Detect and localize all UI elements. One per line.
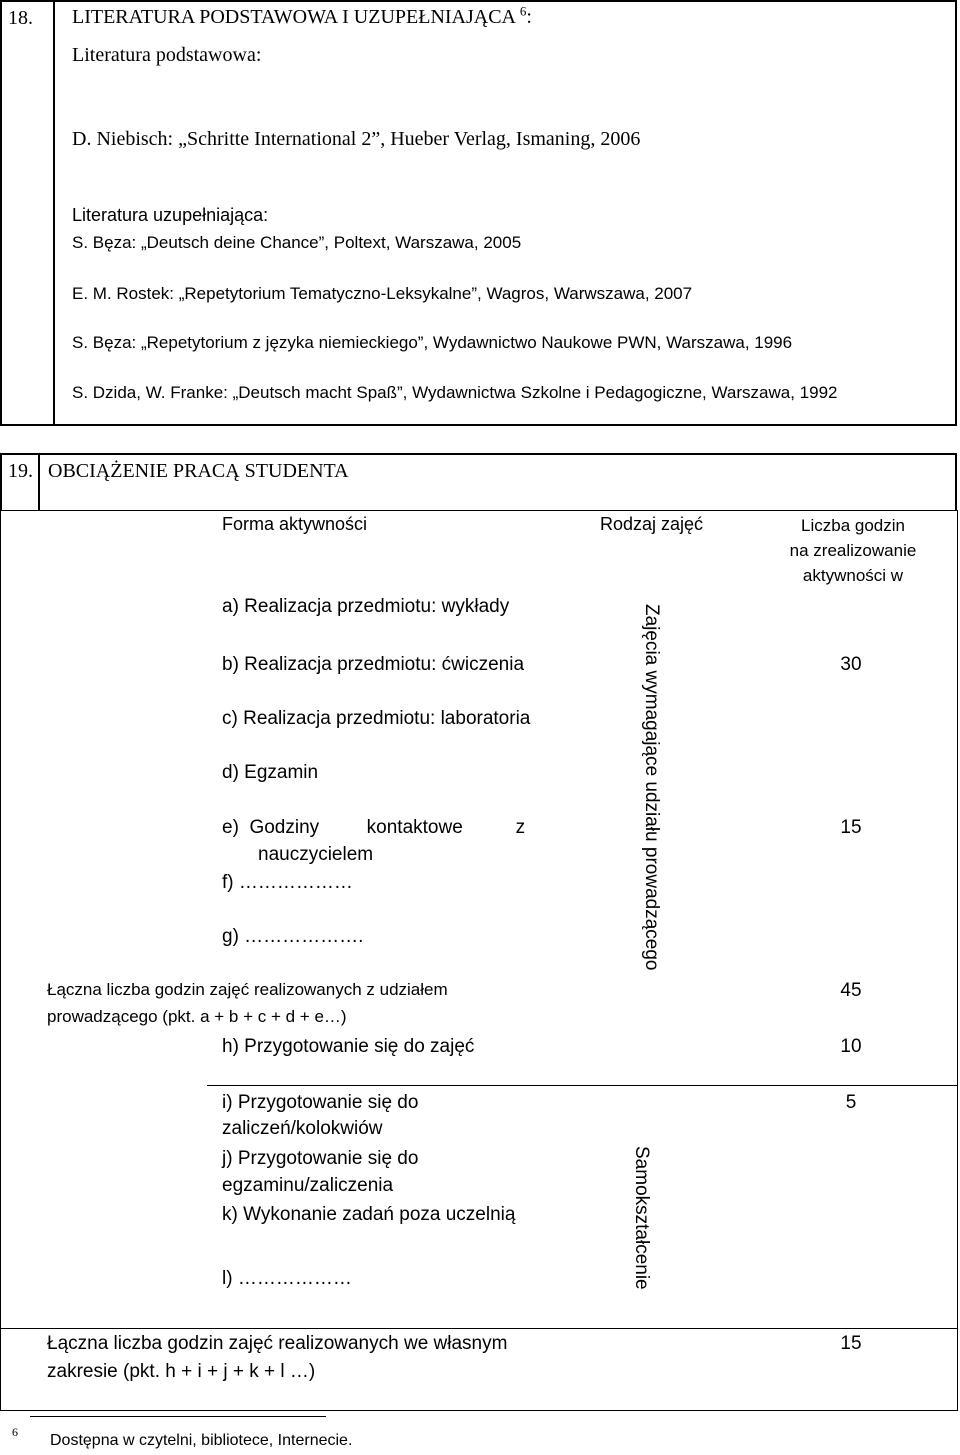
- section-18-number-cell: [0, 0, 55, 426]
- separator: [207, 1085, 957, 1086]
- self-row-i-value: 5: [845, 1092, 857, 1113]
- contact-total-line2: prowadzącego (pkt. a + b + c + d + e…): [47, 1007, 347, 1026]
- supplementary-literature-heading: Literatura uzupełniająca:: [72, 205, 269, 225]
- contact-row-b: b) Realizacja przedmiotu: ćwiczenia: [222, 654, 525, 675]
- footnote-number: 6: [12, 1425, 18, 1439]
- footnote-text: Dostępna w czytelni, bibliotece, Internecie.: [50, 1432, 353, 1449]
- supplementary-item: S. Bęza: „Repetytorium z języka niemieckiego”, Wydawnictwo Naukowe PWN, Warszawa, 1996: [72, 333, 793, 352]
- separator: [0, 1328, 958, 1329]
- self-total-line2: zakresie (pkt. h + i + j + k + l …): [47, 1361, 316, 1382]
- section-18-number: 18.: [8, 7, 33, 29]
- table-top-border: [0, 510, 958, 511]
- self-row-k: k) Wykonanie zadań poza uczelnią: [222, 1204, 516, 1225]
- footnote-separator: [30, 1416, 326, 1417]
- self-group-label: Samokształcenie: [631, 1146, 652, 1290]
- self-row-j: j) Przygotowanie się do: [222, 1148, 419, 1169]
- section-19-number: 19.: [8, 460, 33, 482]
- self-row-h: h) Przygotowanie się do zajęć: [222, 1036, 475, 1057]
- contact-row-d: d) Egzamin: [222, 762, 319, 783]
- supplementary-item: E. M. Rostek: „Repetytorium Tematyczno-Leksykalne”, Wagros, Warwszawa, 2007: [72, 284, 693, 303]
- table-left-border: [0, 510, 1, 1410]
- contact-row-f: f) ………………: [222, 872, 353, 893]
- header-form: Forma aktywności: [222, 514, 368, 534]
- basic-literature-heading: Literatura podstawowa:: [72, 44, 262, 66]
- contact-total-value: 45: [840, 980, 862, 1001]
- footnote-mark[interactable]: 6: [519, 3, 527, 19]
- self-row-l: l) ………………: [222, 1268, 352, 1289]
- contact-row-e-cont: nauczycielem: [258, 844, 374, 865]
- self-row-i-cont: zaliczeń/kolokwiów: [222, 1118, 383, 1139]
- self-row-i: i) Przygotowanie się do: [222, 1092, 419, 1113]
- self-row-h-value: 10: [840, 1036, 862, 1057]
- contact-row-b-value: 30: [840, 654, 862, 675]
- basic-literature-item: D. Niebisch: „Schritte International 2”, Hueber Verlag, Ismaning, 2006: [72, 128, 641, 150]
- self-total-line1: Łączna liczba godzin zajęć realizowanych we własnym: [47, 1333, 508, 1354]
- contact-row-e: e) Godziny kontaktowe z: [222, 817, 526, 838]
- contact-row-g: g) ……………….: [222, 926, 364, 947]
- contact-group-label: Zajęcia wymagające udziału prowadzącego: [641, 604, 662, 971]
- contact-row-c: c) Realizacja przedmiotu: laboratoria: [222, 708, 531, 729]
- supplementary-item: S. Dzida, W. Franke: „Deutsch macht Spaß”, Wydawnictwa Szkolne i Pedagogiczne, Warszawa, 1992: [72, 383, 838, 402]
- section-19-title: OBCIĄŻENIE PRACĄ STUDENTA: [48, 460, 349, 482]
- self-total-value: 15: [840, 1333, 862, 1354]
- contact-total-line1: Łączna liczba godzin zajęć realizowanych z udziałem: [47, 980, 448, 999]
- contact-row-a: a) Realizacja przedmiotu: wykłady: [222, 596, 510, 617]
- supplementary-item: S. Bęza: „Deutsch deine Chance”, Poltext, Warszawa, 2005: [72, 233, 522, 252]
- table-right-border: [957, 510, 958, 1410]
- header-type: Rodzaj zajęć: [600, 514, 704, 534]
- contact-row-e-value: 15: [840, 817, 862, 838]
- header-hours: Liczba godzin na zrealizowanie aktywności w: [789, 516, 917, 585]
- self-row-j-cont: egzaminu/zaliczenia: [222, 1175, 394, 1196]
- table-bottom-border: [0, 1410, 958, 1411]
- section-18-title: LITERATURA PODSTAWOWA I UZUPEŁNIAJĄCA $^6$:: [72, 3, 532, 28]
